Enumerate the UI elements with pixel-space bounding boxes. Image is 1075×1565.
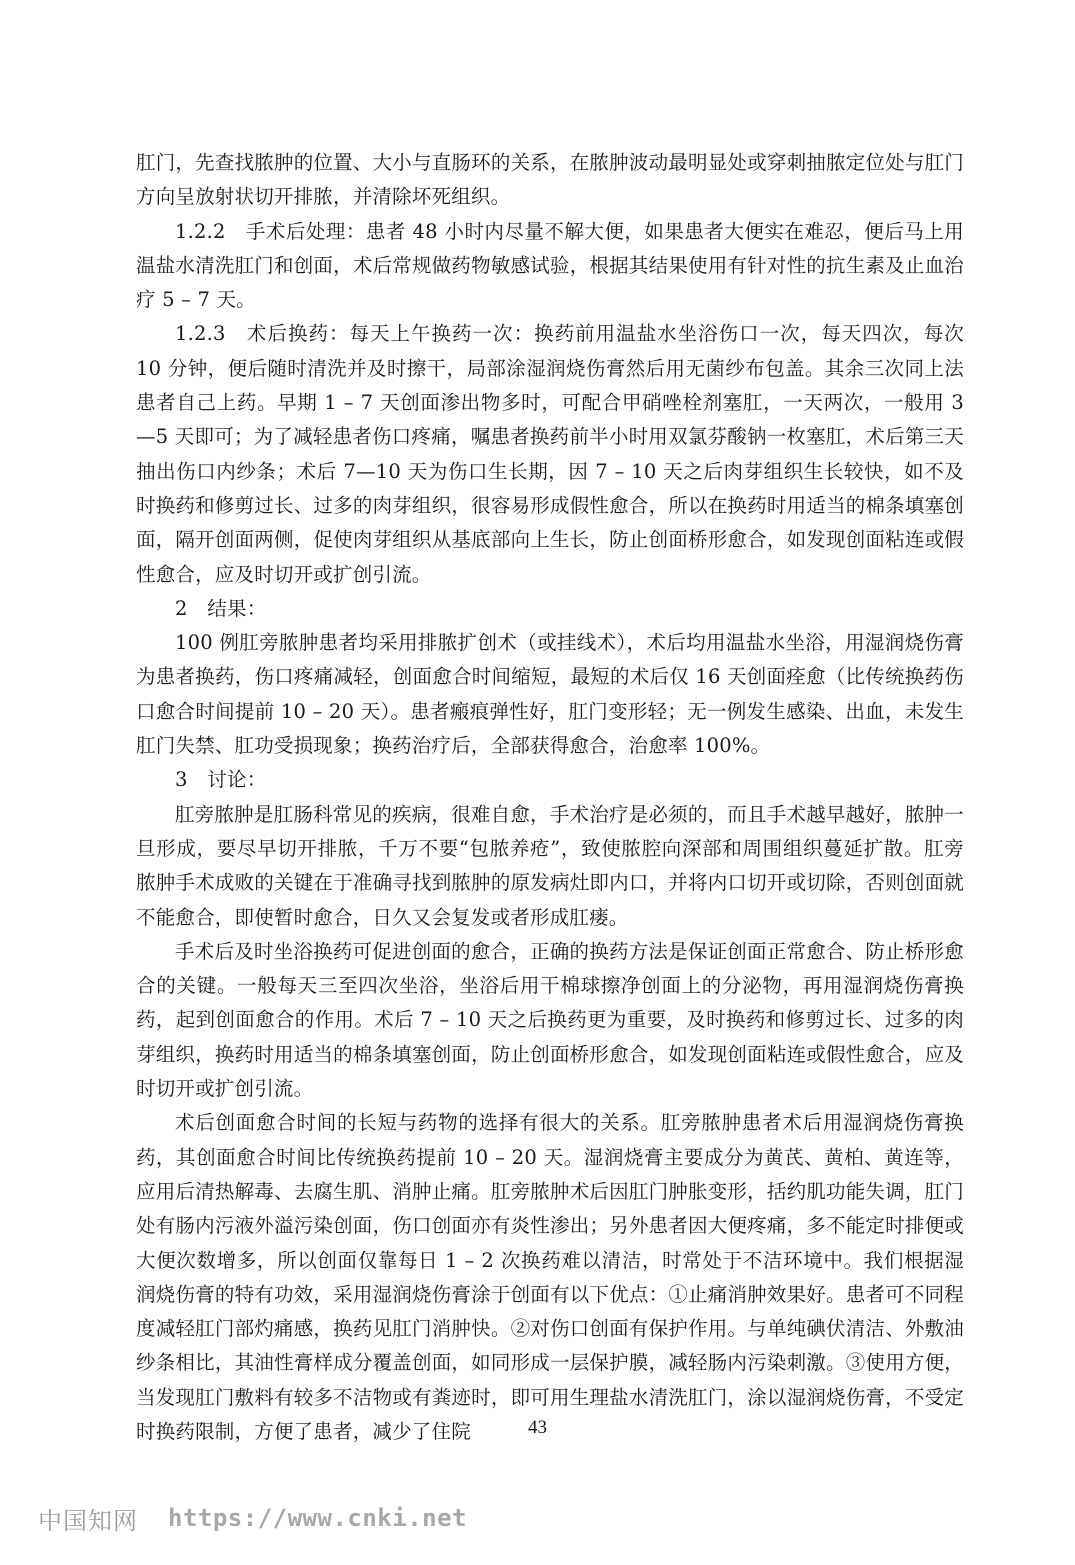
cnki-logo-text: 中国知网 [38,1506,138,1535]
section-heading-discussion: 3 讨论： [175,768,267,792]
paragraph-discussion-3: 术后创面愈合时间的长短与药物的选择有很大的关系。肛旁脓肿患者术后用湿润烧伤膏换药，其创面愈合时间比传统换药提前 10 – 20 天。湿润烧膏主要成分为黄芪、黄柏、黄连等，应用后清热解毒、去腐生肌、消肿止痛。肛旁脓肿术后因肛门肿胀变形，括约肌功能失调，肛门处有肠内污液外溢污染创面，伤口创面亦有炎性渗出；另外患者因大便疼痛，多不能定时排便或大便次数增多，所以创面仅靠每日 1 – 2 次换药难以清洁，时常处于不洁环境中。我们根据湿润烧伤膏的特有功效，采用湿润烧伤膏涂于创面有以下优点：①止痛消肿效果好。患者可不同程度减轻肛门部灼痛感，换药见肛门消肿快。②对伤口创面有保护作用。与单纯碘伏清洁、外敷油纱条相比，其油性膏样成分覆盖创面，如同形成一层保护膜，减轻肠内污染刺激。③使用方便，当发现肛门敷料有较多不洁物或有粪迹时，即可用生理盐水清洗肛门，涂以湿润烧伤膏，不受定时换药限制，方便了患者，减少了住院 [136,1111,964,1443]
paragraph-results: 100 例肛旁脓肿患者均采用排脓扩创术（或挂线术），术后均用温盐水坐浴，用湿润烧伤膏为患者换药，伤口疼痛减轻，创面愈合时间缩短，最短的术后仅 16 天创面痊愈（比传统换药伤口愈合时间提前 10 – 20 天）。患者瘢痕弹性好，肛门变形轻；无一例发生感染、出血，未发生肛门失禁、肛功受损现象；换药治疗后，全部获得愈合，治愈率 100%。 [136,631,964,758]
paragraph-postoperative-treatment: 1.2.2 手术后处理：患者 48 小时内尽量不解大便，如果患者大便实在难忍，便后马上用温盐水清洗肛门和创面，术后常规做药物敏感试验，根据其结果使用有针对性的抗生素及止血治疗 5 – 7 天。 [136,219,964,312]
section-heading-results: 2 结果： [175,596,267,620]
footer-watermark [38,1500,467,1536]
paragraph-discussion-2: 手术后及时坐浴换药可促进创面的愈合，正确的换药方法是保证创面正常愈合、防止桥形愈合的关键。一般每天三至四次坐浴，坐浴后用干棉球擦净创面上的分泌物，再用湿润烧伤膏换药，起到创面愈合的作用。术后 7 – 10 天之后换药更为重要，及时换药和修剪过长、过多的肉芽组织，换药时用适当的棉条填塞创面，防止创面桥形愈合，如发现创面粘连或假性愈合，应及时切开或扩创引流。 [136,939,964,1101]
page-number: 43 [528,1417,547,1438]
page-body [136,146,964,1449]
paragraph-discussion-1: 肛旁脓肿是肛肠科常见的疾病，很难自愈，手术治疗是必须的，而且手术越早越好，脓肿一旦形成，要尽早切开排脓，千万不要“包脓养疮”，致使脓腔向深部和周围组织蔓延扩散。肛旁脓肿手术成败的关键在于准确寻找到脓肿的原发病灶即内口，并将内口切开或切除，否则创面就不能愈合，即使暂时愈合，日久又会复发或者形成肛瘘。 [136,802,964,929]
cnki-url-link[interactable]: https://www.cnki.net [168,1504,467,1532]
paragraph-continued: 肛门，先查找脓肿的位置、大小与直肠环的关系，在脓肿波动最明显处或穿刺抽脓定位处与肛门方向呈放射状切开排脓，并清除坏死组织。 [136,151,964,209]
paragraph-postoperative-dressing: 1.2.3 术后换药：每天上午换药一次：换药前用温盐水坐浴伤口一次，每天四次，每次 10 分钟，便后随时清洗并及时擦干，局部涂湿润烧伤膏然后用无菌纱布包盖。其余三次同上法患者自己上药。早期 1 – 7 天创面渗出物多时，可配合甲硝唑栓剂塞肛，一天两次，一般用 3—5 天即可；为了减轻患者伤口疼痛，嘱患者换药前半小时用双氯芬酸钠一枚塞肛，术后第三天抽出伤口内纱条；术后 7—10 天为伤口生长期，因 7 – 10 天之后肉芽组织生长较快，如不及时换药和修剪过长、过多的肉芽组织，很容易形成假性愈合，所以在换药时用适当的棉条填塞创面，隔开创面两侧，促使肉芽组织从基底部向上生长，防止创面桥形愈合，如发现创面粘连或假性愈合，应及时切开或扩创引流。 [136,322,964,586]
